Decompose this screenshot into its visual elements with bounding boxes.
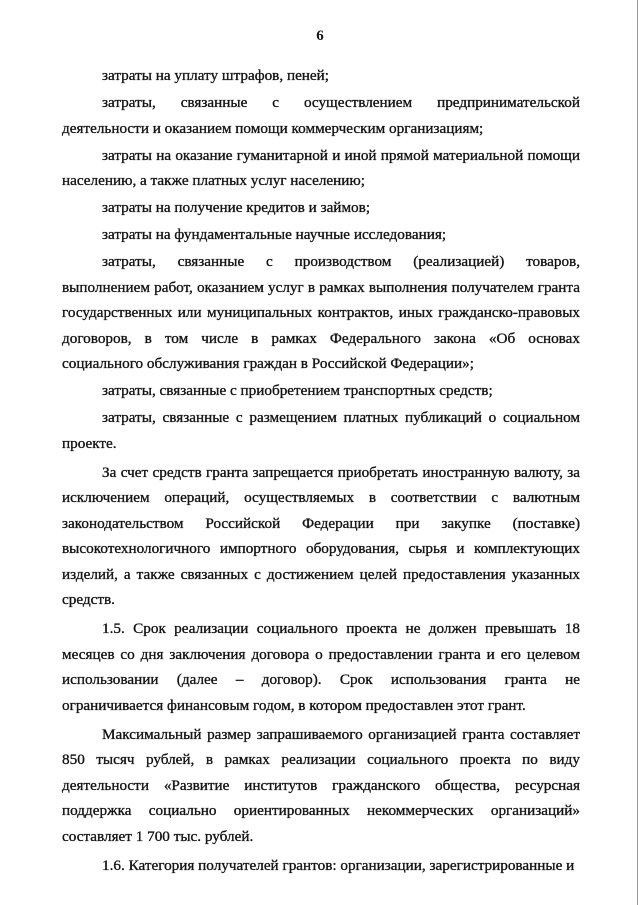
paragraph-fines: затраты на уплату штрафов, пеней;	[102, 67, 330, 84]
paragraph-credits: затраты на получение кредитов и займов;	[102, 199, 371, 216]
paragraph-entrepreneurial: затраты, связанные с осуществлением предпринимательской деятельности и оказанием помощи коммерческим организациям;	[62, 94, 580, 137]
paragraph-humanitarian: затраты на оказание гуманитарной и иной прямой материальной помощи населению, а также платных услуг населению;	[62, 146, 580, 189]
paragraph-section-1-5: 1.5. Срок реализации социального проекта не должен превышать 18 месяцев со дня заключения договора о предоставлении гранта и его целевом использовании (далее – договор). Срок использования гранта не ограничивается финансовым годом, в котором предоставлен этот грант.	[62, 620, 580, 714]
scan-edge-line	[637, 0, 638, 905]
paragraph-max-grant: Максимальный размер запрашиваемого организацией гранта составляет 850 тысяч рублей, в рамках реализации социального проекта по виду деятельности «Развитие институтов гражданского общества, ресурсная поддержка социально ориентированных некоммерческих организаций» составляет 1 700 тыс. рублей.	[62, 725, 580, 845]
paragraph-currency: За счет средств гранта запрещается приобретать иностранную валюту, за исключением операций, осуществляемых в соответствии с валютным законодательством Российской Федерации при закупке (поставке) высокотехнологичного импортного оборудования, сырья и комплектующих изделий, а также связанных с достижением целей предоставления указанных средств.	[62, 463, 580, 608]
paragraph-transport: затраты, связанные с приобретением транспортных средств;	[102, 382, 493, 399]
paragraph-publications: затраты, связанные с размещением платных публикаций о социальном проекте.	[62, 409, 580, 452]
paragraph-production: затраты, связанные с производством (реализацией) товаров, выполнением работ, оказанием услуг в рамках выполнения получателем гранта государственных или муниципальных контрактов, иных гражданско-правовых договоров, в том числе в рамках Федерального закона «Об основах социального обслуживания граждан в Российской Федерации»;	[62, 253, 580, 372]
page-number: 6	[316, 28, 324, 44]
document-body	[62, 63, 580, 878]
paragraph-research: затраты на фундаментальные научные исследования;	[102, 226, 447, 243]
paragraph-section-1-6: 1.6. Категория получателей грантов: организации, зарегистрированные и	[102, 856, 575, 874]
